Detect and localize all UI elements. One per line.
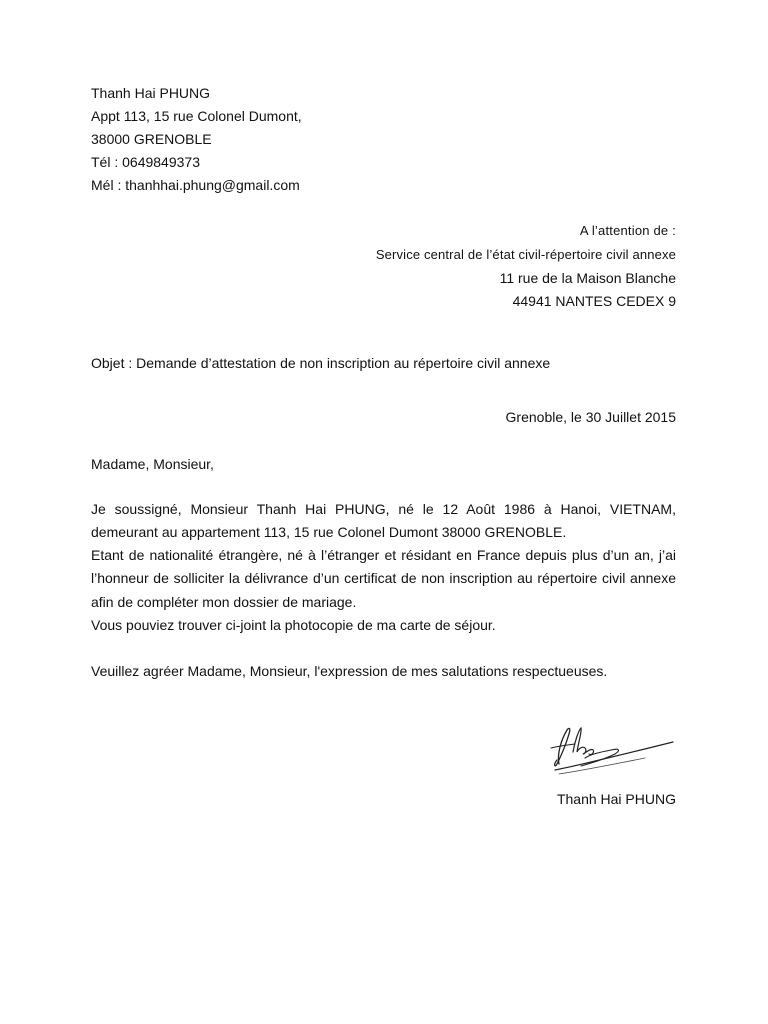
sender-phone: Tél : 0649849373 (91, 154, 200, 170)
body-line-1: Je soussigné, Monsieur Thanh Hai PHUNG, né le 12 Août 1986 à Hanoi, VIETNAM, (91, 501, 676, 517)
sender-email: Mél : thanhhai.phung@gmail.com (91, 177, 300, 193)
sender-address-line1: Appt 113, 15 rue Colonel Dumont, (91, 108, 302, 124)
body-line-5: afin de compléter mon dossier de mariage. (91, 594, 357, 610)
body-line-6: Vous pouviez trouver ci-joint la photocopie de ma carte de séjour. (91, 617, 496, 633)
signature-name: Thanh Hai PHUNG (556, 791, 676, 807)
sender-address-line2: 38000 GRENOBLE (91, 131, 212, 147)
body-line-2: demeurant au appartement 113, 15 rue Colonel Dumont 38000 GRENOBLE. (91, 524, 567, 540)
sender-name: Thanh Hai PHUNG (91, 85, 211, 101)
body-line-3: Etant de nationalité étrangère, né à l’étranger et résidant en France depuis plus d’un an, j’ai (91, 547, 676, 563)
closing-formula: Veuillez agréer Madame, Monsieur, l'expression de mes salutations respectueuses. (91, 663, 608, 679)
recipient-city: 44941 NANTES CEDEX 9 (512, 293, 676, 309)
recipient-service: Service central de l’état civil-répertoire civil annexe (375, 247, 676, 262)
handwritten-signature (545, 718, 675, 778)
letter-subject: Objet : Demande d’attestation de non inscription au répertoire civil annexe (91, 355, 551, 371)
place-date: Grenoble, le 30 Juillet 2015 (505, 409, 676, 425)
recipient-street: 11 rue de la Maison Blanche (499, 270, 676, 286)
recipient-attention: A l’attention de : (579, 223, 676, 238)
salutation: Madame, Monsieur, (91, 456, 214, 472)
body-line-4: l’honneur de solliciter la délivrance d’un certificat de non inscription au répertoire civil annexe (91, 570, 676, 586)
